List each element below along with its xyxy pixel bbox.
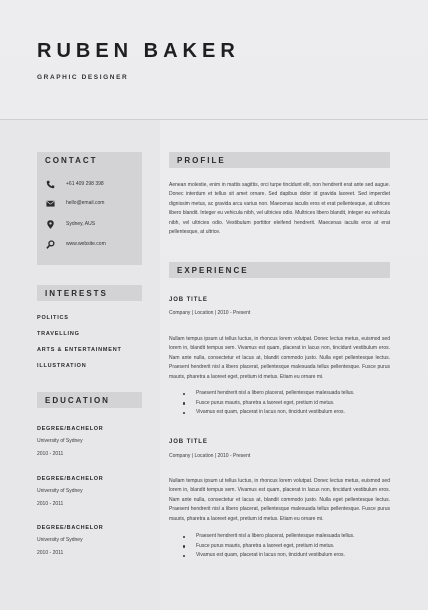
contact-location-row: [46, 218, 95, 230]
interests-heading: INTERESTS: [45, 289, 108, 298]
envelope-icon: [46, 199, 55, 208]
interests-header: [37, 285, 142, 301]
education-degree: DEGREE/BACHELOR: [37, 476, 104, 482]
education-years: 2010 - 2011: [37, 451, 64, 457]
phone-icon: [46, 180, 55, 189]
contact-phone: +61 409 298 398: [66, 181, 104, 187]
education-degree: DEGREE/BACHELOR: [37, 426, 104, 432]
interest-item: ARTS & ENTERTAINMENT: [37, 347, 122, 353]
contact-heading: CONTACT: [45, 156, 98, 165]
contact-section: [37, 152, 142, 265]
contact-email: hello@email.com: [66, 200, 105, 206]
job-meta: Company | Location | 2010 - Present: [169, 453, 251, 459]
job-bullet-list: [183, 389, 354, 418]
interest-item: TRAVELLING: [37, 331, 80, 337]
experience-header: [169, 262, 390, 278]
job-bullet: Praesent hendrerit nisl a libero placerat, pellentesque malesuada tellus.: [183, 532, 354, 542]
job-description: Nullam tempus ipsum ut tellus luctus, in rhoncus lorem volutpat. Donec lectus metus, euismod sed lorem in, blandit tempus sem. Vivamus est quam, placerat in lacus non, tincidunt vestibulum eros. Nam ante nulla, consectetur et lacus at, blandit commodo justo. Nulla eget pellentesque lectus. Praesent hendrerit nisl a libero placerat, pellentesque malesuada tellus pellentesque. Fusce purus mauris, pharetra a laoreet eget, pretium id metus. Etiam eu ornare mi.: [169, 478, 390, 522]
job-bullet: Vivamus est quam, placerat in lacus non, tincidunt vestibulum eros.: [183, 551, 354, 561]
education-header: [37, 392, 142, 408]
profile-text: Aenean molestie, enim in mattis sagittis, orci turpe tincidunt elit, non hendrerit erat ante sed augue. Donec interdum et tellus sit amet ornare. Sed dapibus dolor id gravida laoreet. Sed imperdiet dignissim metus, ac gravida arcu varius non. Maecenas iaculis eros et erat pellentesque, at ultrices libero blandit. Integer eu vehicula nibh, vel ultricies odio. Multrices libero blandit, integer eu vehicula nibh, vel ultricies odio. Vestibulum porttitor eleifend hendrerit. Maecenas iaculis eros at erat pellentesque, at ultrice.: [169, 182, 390, 236]
interest-item: ILLUSTRATION: [37, 363, 87, 369]
job-description: Nullam tempus ipsum ut tellus luctus, in rhoncus lorem volutpat. Donec lectus metus, euismod sed lorem in, blandit tempus sem. Vivamus est quam, placerat in lacus non, tincidunt vestibulum eros. Nam ante nulla, consectetur et lacus at, blandit commodo justo. Nulla eget pellentesque lectus. Praesent hendrerit nisl a libero placerat, pellentesque malesuada tellus pellentesque. Fusce purus mauris, pharetra a laoreet eget, pretium id metus. Etiam eu ornare mi.: [169, 336, 390, 380]
contact-email-row: [46, 197, 104, 209]
job-meta: Company | Location | 2010 - Present: [169, 310, 251, 316]
experience-heading: EXPERIENCE: [177, 266, 249, 275]
map-pin-icon: [46, 220, 55, 229]
job-bullet: Fusce purus mauris, pharetra a laoreet eget, pretium id metus.: [183, 542, 354, 552]
job-title: JOB TITLE: [169, 297, 208, 303]
job-bullet-list: [183, 532, 354, 561]
profile-header: [169, 152, 390, 168]
profile-heading: PROFILE: [177, 156, 226, 165]
education-years: 2010 - 2011: [37, 501, 64, 507]
contact-website: www.website.com: [66, 241, 106, 247]
education-heading: EDUCATION: [45, 396, 110, 405]
contact-phone-row: [46, 178, 104, 190]
resume-name: RUBEN BAKER: [37, 40, 240, 62]
interest-item: POLITICS: [37, 315, 69, 321]
magnifier-icon: [46, 240, 55, 249]
contact-website-row: [46, 238, 106, 250]
contact-location: Sydney, AUS: [66, 221, 96, 227]
resume-job-title: GRAPHIC DESIGNER: [37, 74, 129, 81]
education-school: University of Sydney: [37, 488, 83, 494]
job-title: JOB TITLE: [169, 439, 208, 445]
education-years: 2010 - 2011: [37, 550, 64, 556]
job-bullet: Praesent hendrerit nisl a libero placerat, pellentesque malesuada tellus.: [183, 389, 354, 399]
education-school: University of Sydney: [37, 537, 83, 543]
job-bullet: Vivamus est quam, placerat in lacus non, tincidunt vestibulum eros.: [183, 408, 354, 418]
education-degree: DEGREE/BACHELOR: [37, 525, 104, 531]
job-bullet: Fusce purus mauris, pharetra a laoreet eget, pretium id metus.: [183, 399, 354, 409]
education-school: University of Sydney: [37, 438, 83, 444]
